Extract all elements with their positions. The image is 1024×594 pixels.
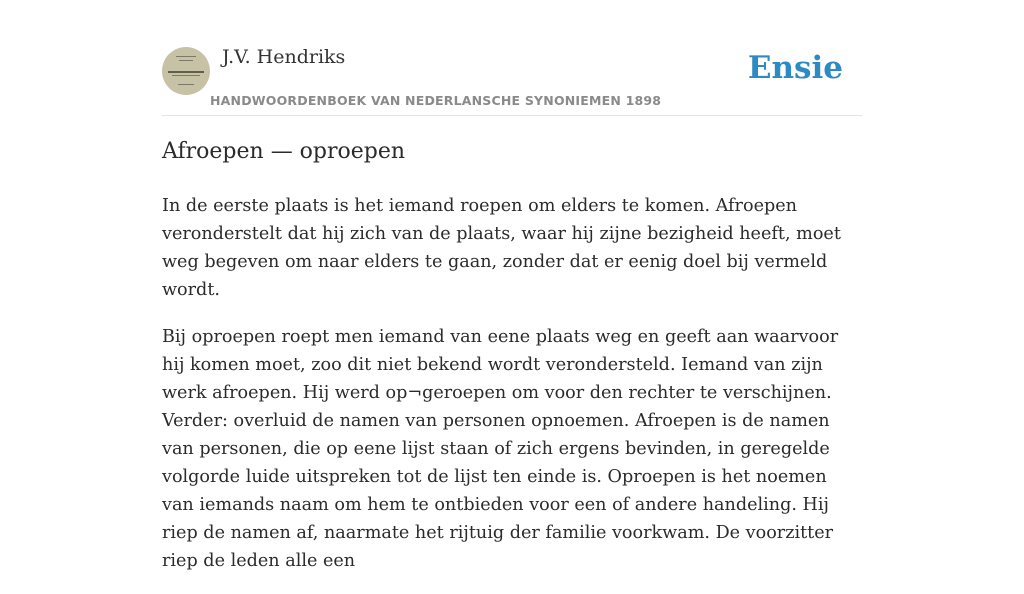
source-title[interactable]: HANDWOORDENBOEK VAN NEDERLANSCHE SYNONIEMEN 1898	[210, 93, 662, 108]
entry-paragraph: In de eerste plaats is het iemand roepen om elders te komen. Afroepen veronderstelt dat hij zich van de plaats, waar hij zijne bezigheid heeft, moet weg begeven om naar elders te gaan, zonder dat er eenig doel bij vermeld wordt.	[162, 196, 841, 300]
book-cover-icon[interactable]	[162, 47, 210, 95]
entry-body	[162, 192, 862, 594]
entry-title: Afroepen — oproepen	[162, 139, 406, 164]
author-name[interactable]: J.V. Hendriks	[222, 46, 346, 68]
ensie-logo[interactable]: Ensie	[747, 50, 843, 86]
header-divider	[162, 115, 862, 116]
entry-paragraph: Bij oproepen roept men iemand van eene plaats weg en geeft aan waarvoor hij komen moet, zoo dit niet bekend wordt verondersteld. Iemand van zijn werk afroepen. Hij werd op¬geroepen om voor den rechter te verschijnen. Verder: overluid de namen van personen opnoemen. Afroepen is de namen van personen, die op eene lijst staan of zich ergens bevinden, in geregelde volgorde luide uitspreken tot de lijst ten einde is. Oproepen is het noemen van iemands naam om hem te ontbieden voor een of andere handeling. Hij riep de namen af, naarmate het rijtuig der familie voorkwam. De voorzitter riep de leden alle een	[162, 327, 839, 571]
